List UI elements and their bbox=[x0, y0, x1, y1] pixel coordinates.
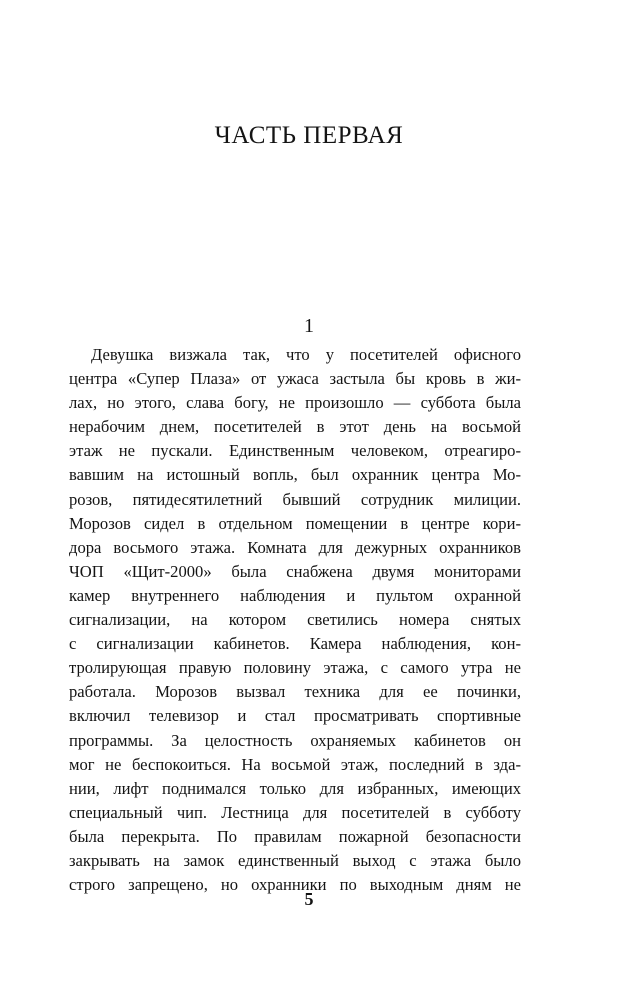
text-line: розов, пятидесятилетний бывший сотрудник милиции. bbox=[69, 489, 521, 509]
text-line: нерабочим днем, посетителей в этот день на восьмой bbox=[69, 417, 521, 437]
text-line: нии, лифт поднимался только для избранных, имеющих bbox=[69, 778, 521, 798]
text-line: лах, но этого, слава богу, не произошло — суббота была bbox=[69, 393, 521, 413]
text-line: этаж не пускали. Единственным человеком, отреагиро- bbox=[69, 441, 521, 461]
text-line: специальный чип. Лестница для посетителей в субботу bbox=[69, 802, 521, 822]
text-line: закрывать на замок единственный выход с этажа было bbox=[69, 850, 521, 870]
text-line: программы. За целостность охраняемых кабинетов он bbox=[69, 730, 521, 750]
text-line: с сигнализации кабинетов. Камера наблюдения, кон- bbox=[69, 634, 521, 654]
body-text bbox=[69, 343, 521, 897]
text-line: ЧОП «Щит-2000» была снабжена двумя мониторами bbox=[69, 561, 521, 581]
text-line: тролирующая правую половину этажа, с самого утра не bbox=[69, 658, 521, 678]
text-line: мог не беспокоиться. На восьмой этаж, последний в зда- bbox=[69, 754, 521, 774]
text-line: Девушка визжала так, что у посетителей офисного bbox=[91, 345, 521, 364]
text-line: камер внутреннего наблюдения и пультом охранной bbox=[69, 585, 521, 605]
text-line: центра «Супер Плаза» от ужаса застыла бы кровь в жи- bbox=[69, 369, 521, 389]
text-line: включил телевизор и стал просматривать спортивные bbox=[69, 706, 521, 726]
text-line: вавшим на истошный вопль, был охранник центра Мо- bbox=[69, 465, 521, 485]
part-title: ЧАСТЬ ПЕРВАЯ bbox=[214, 122, 404, 149]
text-line: работала. Морозов вызвал техника для ее починки, bbox=[69, 682, 521, 702]
text-line: дора восьмого этажа. Комната для дежурных охранников bbox=[69, 537, 521, 557]
text-line: строго запрещено, но охранники по выходным дням не bbox=[69, 875, 521, 895]
text-line: Морозов сидел в отдельном помещении в центре кори- bbox=[69, 513, 521, 533]
text-line: сигнализации, на котором светились номера снятых bbox=[69, 610, 521, 630]
chapter-number: 1 bbox=[304, 315, 314, 337]
page-number: 5 bbox=[304, 889, 314, 909]
text-line: была перекрыта. По правилам пожарной безопасности bbox=[69, 826, 521, 846]
